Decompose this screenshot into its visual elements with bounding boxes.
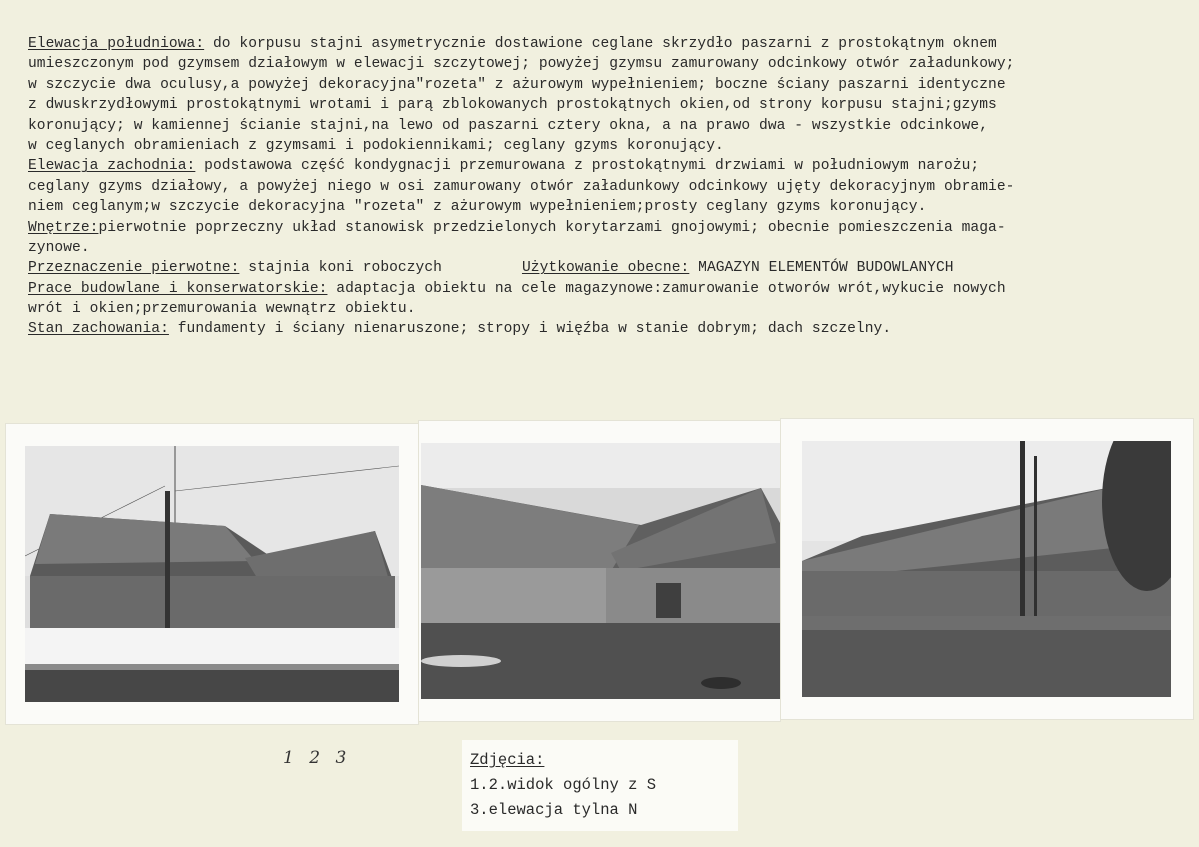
text-line: w szczycie dwa oculusy,a powyżej dekoracyjna"rozeta" z ażurowym wypełnieniem; boczne ściany paszarni identyczne [28,76,1006,93]
text-line: umieszczonym pod gzymsem działowym w elewacji szczytowej; powyżej gzymsu zamurowany odcinkowy otwór załadunkowy; [28,56,1015,73]
text-line: Prace budowlane i konserwatorskie: adaptacja obiektu na cele magazynowe:zamurowanie otworów wrót,wykucie nowych [28,280,1006,297]
caption-card [462,740,738,831]
caption-text [470,748,656,823]
section-label-works: Prace budowlane i konserwatorskie: [28,280,328,297]
text-line: Stan zachowania: fundamenty i ściany nienaruszone; stropy i więźba w stanie dobrym; dach szczelny. [28,321,892,338]
caption-line-2: 3.elewacja tylna N [470,801,638,819]
caption-line-1: 1.2.widok ogólny z S [470,776,657,794]
photo-numbers: 1 2 3 [283,748,347,768]
text-line: Elewacja południowa: do korpusu stajni asymetrycznie dostawione ceglane skrzydło paszarni z prostokątnym oknem [28,36,997,52]
text-line: Wnętrze:pierwotnie poprzeczny układ stanowisk przedzielonych korytarzami gnojowymi; obecnie pomieszczenia maga- [28,219,1006,236]
photo-card-1 [6,424,418,724]
section-label-purpose: Przeznaczenie pierwotne: [28,260,240,277]
text-line: Elewacja zachodnia: podstawowa część kondygnacji przemurowana z prostokątnymi drzwiami w południowym narożu; [28,158,980,175]
text-line: zynowe. [28,239,90,256]
text-line: niem ceglanym;w szczycie dekoracyjna "rozeta" z ażurowym wypełnieniem;prosty ceglany gzyms koronujący. [28,199,927,216]
section-label-current-use: Użytkowanie obecne: [521,260,690,277]
photo-card-3 [781,419,1193,719]
section-label-condition: Stan zachowania: [28,321,169,338]
section-label-interior: Wnętrze: [28,219,99,236]
description-text [28,34,1188,340]
text-line: z dwuskrzydłowymi prostokątnymi wrotami i parą zblokowanych prostokątnych okien,od strony korpusu stajni;gzyms [28,97,997,114]
photo-1 [25,446,399,702]
caption-title: Zdjęcia: [470,751,545,769]
section-label-south: Elewacja południowa: [28,36,205,52]
photo-2 [421,443,780,699]
text-line: koronujący; w kamiennej ścianie stajni,na lewo od paszarni cztery okna, a na prawo dwa - wszystkie odcinkowe, [28,117,989,134]
current-use-value: MAGAZYN ELEMENTÓW BUDOWLANYCH [689,260,954,277]
text-line: w ceglanych obramieniach z gzymsami i podokiennikami; ceglany gzyms koronujący. [28,137,724,154]
text-line: ceglany gzyms działowy, a powyżej niego w osi zamurowany otwór załadunkowy odcinkowy ujęty dekoracyjnym obramie- [28,178,1015,195]
section-label-west: Elewacja zachodnia: [28,158,196,175]
photo-card-2 [419,421,780,721]
photo-3 [802,441,1171,697]
text-line: Przeznaczenie pierwotne: stajnia koni roboczych Użytkowanie obecne: MAGAZYN ELEMENTÓW BUDOWLANYCH [28,260,954,277]
text-line: wrót i okien;przemurowania wewnątrz obiektu. [28,301,416,318]
